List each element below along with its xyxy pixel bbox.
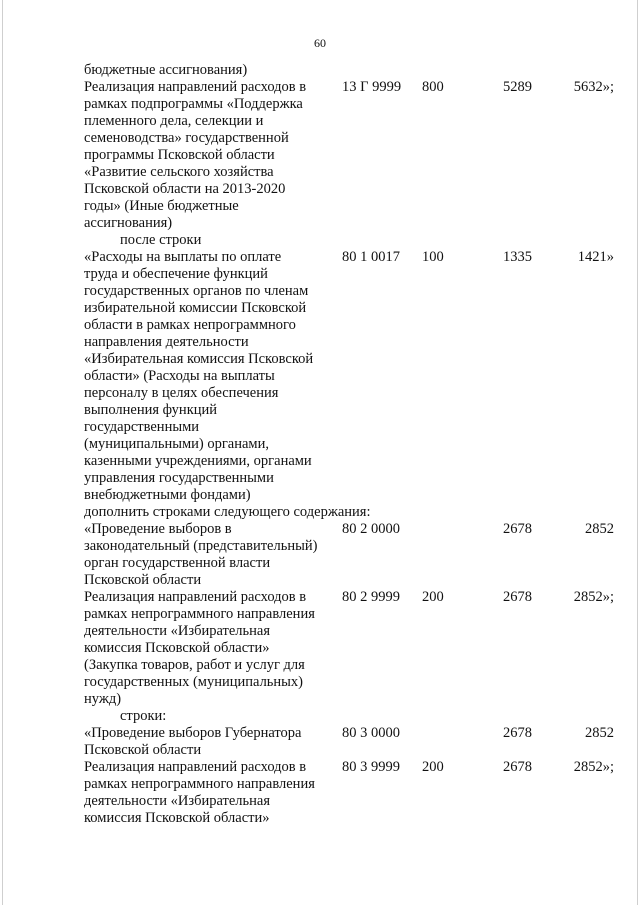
row-code: 80 3 0000 — [342, 725, 400, 741]
table-row — [84, 249, 614, 504]
scan-edge-left — [2, 0, 3, 905]
row-expense-type — [422, 725, 462, 759]
row-description: Реализация направлений расходов в рамках непрограммного направления деятельности «Избирательная комиссия Псковской области» — [84, 759, 315, 826]
row-value-1: 2678 — [503, 521, 532, 537]
row-value-1: 1335 — [503, 249, 532, 265]
row-expense-type: 100 — [422, 249, 444, 265]
text-line: после строки — [120, 232, 202, 248]
table-row — [84, 521, 614, 589]
table-row — [84, 725, 614, 759]
row-value-1: 2678 — [503, 759, 532, 775]
row-description: Реализация направлений расходов в рамках подпрограммы «Поддержка племенного дела, селекции и семеноводства» государственной программы Псковской области «Развитие сельского хозяйства Псковской области на 2013-2020 годы» (Иные бюджетные ассигнования) — [84, 79, 307, 231]
table-row — [84, 759, 614, 827]
text-line: строки: — [120, 708, 167, 724]
row-code: 80 2 9999 — [342, 589, 400, 605]
scan-edge-right — [637, 0, 638, 905]
row-value-2: 2852 — [585, 725, 614, 741]
row-expense-type: 200 — [422, 589, 444, 605]
row-expense-type: 200 — [422, 759, 444, 775]
row-value-2: 2852 — [585, 521, 614, 537]
row-value-1: 2678 — [503, 589, 532, 605]
row-code: 13 Г 9999 — [342, 79, 402, 95]
row-description: «Проведение выборов Губернатора Псковской области — [84, 725, 302, 758]
row-value-2: 5632»; — [573, 79, 614, 95]
row-value-1: 5289 — [503, 79, 532, 95]
row-value-2: 1421» — [577, 249, 614, 265]
table-row — [84, 589, 614, 708]
row-expense-type — [422, 521, 462, 589]
row-value-1: 2678 — [503, 725, 532, 741]
document-body — [84, 62, 614, 827]
row-code: 80 2 0000 — [342, 521, 400, 537]
row-code: 80 1 0017 — [342, 249, 400, 265]
table-row — [84, 79, 614, 232]
page-number: 60 — [314, 36, 326, 50]
row-description: «Расходы на выплаты по оплате труда и обеспечение функций государственных органов по членам избирательной комиссии Псковской области в рамках непрограммного направления деятельности «Избирательная комиссия Псковской области» (Расходы на выплаты персоналу в целях обеспечения выполнения функций государственными (муниципальными) органами, казенными учреждениями, органами управления государственными внебюджетными фондами) — [84, 249, 314, 503]
row-code: 80 3 9999 — [342, 759, 400, 775]
text-line: дополнить строками следующего содержания: — [84, 504, 371, 520]
row-value-2: 2852»; — [573, 759, 614, 775]
row-expense-type: 800 — [422, 79, 444, 95]
row-description: Реализация направлений расходов в рамках непрограммного направления деятельности «Избирательная комиссия Псковской области» (Закупка товаров, работ и услуг для государственных (муниципальных) нужд) — [84, 589, 315, 707]
text-line: бюджетные ассигнования) — [84, 62, 248, 78]
row-value-2: 2852»; — [573, 589, 614, 605]
row-description: «Проведение выборов в законодательный (представительный) орган государственной власти Псковской области — [84, 521, 318, 588]
